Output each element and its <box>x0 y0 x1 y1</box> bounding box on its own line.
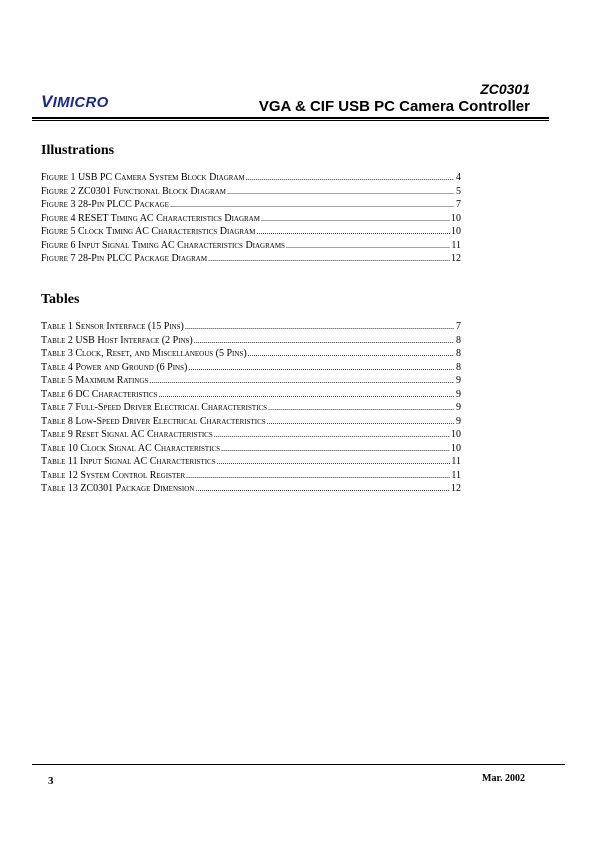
toc-entry-label: Table 2 USB Host Interface (2 Pins) <box>41 334 193 346</box>
table-toc-entry[interactable] <box>41 442 461 456</box>
toc-entry-label: Table 1 Sensor Interface (15 Pins) <box>41 321 184 332</box>
tables-heading: Tables <box>41 292 80 307</box>
dot-leader <box>256 225 450 239</box>
toc-entry-label: Table 12 System Control Register <box>41 469 186 481</box>
toc-entry-page: 8 <box>456 334 461 346</box>
toc-entry-label: Figure 1 USB PC Camera System Block Diagram <box>41 172 245 183</box>
table-toc-entry[interactable] <box>41 361 461 375</box>
toc-entry-page: 11 <box>451 469 461 481</box>
toc-entry-label: Table 4 Power and Ground (6 Pins) <box>41 361 188 373</box>
toc-entry-label: Figure 3 28-Pin PLCC Package <box>41 199 169 210</box>
toc-entry-page: 8 <box>456 348 461 359</box>
toc-entry-page: 9 <box>456 388 461 400</box>
dot-leader <box>227 185 454 199</box>
company-logo: VIMICRO <box>41 92 109 111</box>
document-header <box>259 80 530 116</box>
toc-entry-page: 11 <box>451 456 461 467</box>
table-toc-entry[interactable] <box>41 482 461 496</box>
document-subtitle: VGA & CIF USB PC Camera Controller <box>258 98 530 115</box>
figure-toc-entry[interactable] <box>41 252 461 266</box>
table-toc-entry[interactable] <box>41 469 461 483</box>
document-date: Mar. 2002 <box>482 773 525 784</box>
table-toc-entry[interactable] <box>41 415 461 429</box>
toc-entry-page: 12 <box>451 253 461 264</box>
figure-toc-entry[interactable] <box>41 171 461 185</box>
toc-entry-label: Table 7 Full-Speed Driver Electrical Characteristics <box>41 402 268 413</box>
dot-leader <box>261 212 450 226</box>
dot-leader <box>159 388 454 402</box>
dot-leader <box>217 455 451 469</box>
figure-toc-entry[interactable] <box>41 239 461 253</box>
table-toc-entry[interactable] <box>41 347 461 361</box>
dot-leader <box>286 239 450 253</box>
illustrations-list <box>41 171 461 266</box>
dot-leader <box>214 428 450 442</box>
dot-leader <box>267 415 454 429</box>
table-toc-entry[interactable] <box>41 334 461 348</box>
table-toc-entry[interactable] <box>41 388 461 402</box>
toc-entry-label: Figure 4 RESET Timing AC Characteristics Diagram <box>41 212 260 224</box>
dot-leader <box>186 469 450 483</box>
toc-entry-page: 10 <box>451 226 461 237</box>
toc-entry-label: Figure 5 Clock Timing AC Characteristics Diagram <box>41 226 256 237</box>
model-number: ZC0301 <box>480 81 530 97</box>
toc-entry-page: 7 <box>456 199 461 210</box>
dot-leader <box>221 442 450 456</box>
page-number: 3 <box>48 775 54 787</box>
toc-entry-page: 10 <box>451 442 461 454</box>
dot-leader <box>170 198 454 212</box>
footer-rule <box>32 764 565 765</box>
dot-leader <box>194 334 454 348</box>
toc-entry-label: Table 8 Low-Speed Driver Electrical Characteristics <box>41 415 266 427</box>
toc-entry-label: Table 5 Maximum Ratings <box>41 375 149 386</box>
tables-list <box>41 320 461 496</box>
toc-entry-page: 8 <box>456 361 461 373</box>
toc-entry-label: Table 13 ZC0301 Package Dimension <box>41 483 195 494</box>
toc-entry-label: Figure 7 28-Pin PLCC Package Diagram <box>41 253 208 264</box>
dot-leader <box>188 361 454 375</box>
table-toc-entry[interactable] <box>41 428 461 442</box>
table-toc-entry[interactable] <box>41 374 461 388</box>
figure-toc-entry[interactable] <box>41 198 461 212</box>
toc-entry-label: Table 10 Clock Signal AC Characteristics <box>41 442 221 454</box>
table-toc-entry[interactable] <box>41 455 461 469</box>
dot-leader <box>248 347 454 361</box>
dot-leader <box>246 171 454 185</box>
table-toc-entry[interactable] <box>41 320 461 334</box>
dot-leader <box>208 252 450 266</box>
toc-entry-label: Table 9 Reset Signal AC Characteristics <box>41 429 213 440</box>
toc-entry-label: Figure 2 ZC0301 Functional Block Diagram <box>41 185 226 197</box>
toc-entry-page: 9 <box>456 402 461 413</box>
figure-toc-entry[interactable] <box>41 212 461 226</box>
toc-entry-page: 11 <box>451 239 461 251</box>
toc-entry-page: 9 <box>456 415 461 427</box>
toc-entry-page: 12 <box>451 483 461 494</box>
header-rule <box>32 117 549 119</box>
toc-entry-page: 10 <box>451 212 461 224</box>
figure-toc-entry[interactable] <box>41 225 461 239</box>
toc-entry-label: Figure 6 Input Signal Timing AC Characteristics Diagrams <box>41 239 285 251</box>
toc-entry-label: Table 3 Clock, Reset, and Miscellaneous (5 Pins) <box>41 348 247 359</box>
toc-entry-label: Table 6 DC Characteristics <box>41 388 158 400</box>
dot-leader <box>149 374 454 388</box>
toc-entry-page: 4 <box>456 172 461 183</box>
toc-entry-page: 10 <box>451 429 461 440</box>
header-rule-thin <box>32 120 549 121</box>
dot-leader <box>195 482 450 496</box>
toc-entry-page: 5 <box>456 185 461 197</box>
dot-leader <box>185 320 454 334</box>
dot-leader <box>268 401 454 415</box>
toc-entry-label: Table 11 Input Signal AC Characteristics <box>41 456 216 467</box>
figure-toc-entry[interactable] <box>41 185 461 199</box>
toc-entry-page: 7 <box>456 321 461 332</box>
table-toc-entry[interactable] <box>41 401 461 415</box>
toc-entry-page: 9 <box>456 375 461 386</box>
illustrations-heading: Illustrations <box>41 143 115 158</box>
